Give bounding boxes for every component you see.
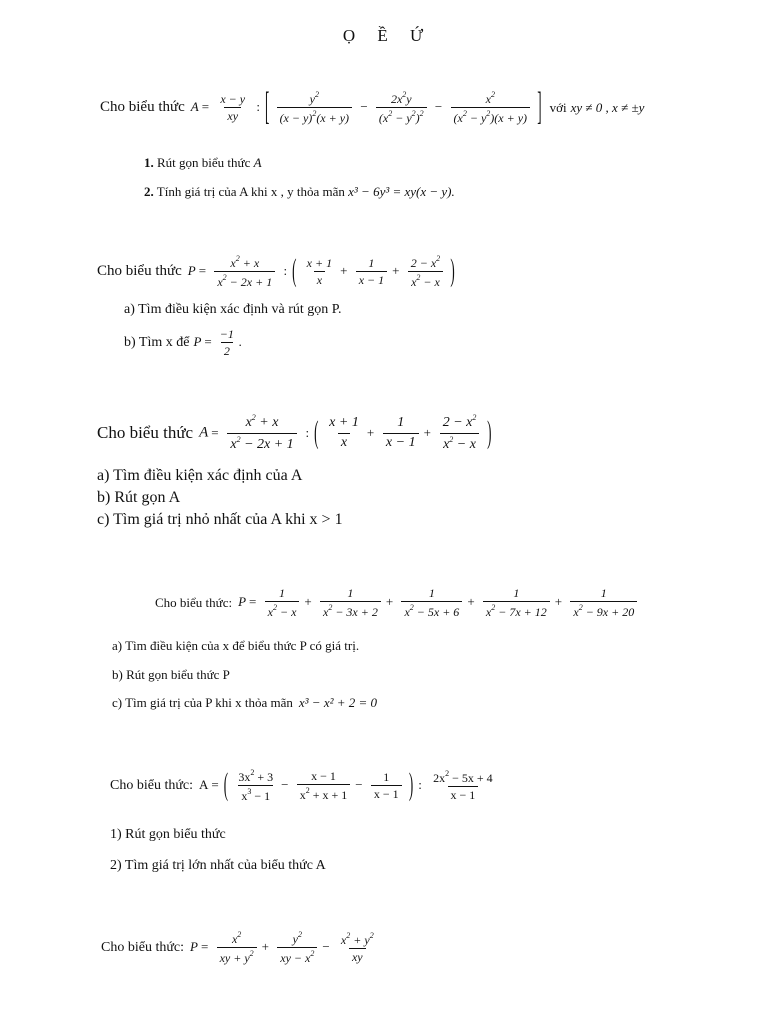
page-title: Ọ Ề Ứ [342,26,426,45]
exercise-2-item-a: a) Tìm điều kiện xác định và rút gọn P. [124,302,342,317]
exercise-4-item-c: c) Tìm giá trị của P khi x thỏa mãn x³ − x² + 2 = 0 [112,695,378,710]
exercise-4-item-a: a) Tìm điều kiện của x để biểu thức P có giá trị. [112,638,360,653]
formula-a: A = ( $\frac{3x^2 + 3}{x^3 - 1}$ − $\frac{x - 1}{x^2 + x + 1}$ − $\frac{1}{x - 1}$ ) : $\frac{2x^2 - 5x + 4}{x - 1}$ [199,765,493,804]
exercise-4-lead: Cho biểu thức: [155,594,233,610]
exercise-5-lead: Cho biểu thức: [110,777,194,793]
formula-p: P = $\frac{x^2 + x}{x^2 - 2x + 1}$ : ( $\frac{x + 1}{x}$ + $\frac{1}{x - 1}$ + $\frac{2 - x^2}{x^2 - x}$ ) [187,251,455,290]
exercise-2-item-b: b) Tìm x để P = $\frac{-1}{2}$ . [124,327,243,359]
exercise-5-item-2: 2) Tìm giá trị lớn nhất của biểu thức A [110,858,326,873]
exercise-6-formula [101,930,379,966]
exercise-1-condition: với [549,99,567,115]
exercise-1-formula [100,82,645,128]
exercise-3-item-b: b) Rút gọn A [97,489,181,506]
exercise-5-item-1: 1) Rút gọn biểu thức [110,827,226,842]
exercise-3-item-c: c) Tìm giá trị nhỏ nhất của A khi x > 1 [97,511,343,528]
exercise-1-lead: Cho biểu thức [100,99,185,116]
formula-p: P = $\frac{x^2}{xy + y^2}$ + $\frac{y^2}{xy - x^2}$ − $\frac{x^2 + y^2}{xy}$ [190,930,374,966]
formula-a: A = $\frac{x - y}{xy}$ : [ $\frac{y^2}{(x - y)^2(x + y)}$ − $\frac{2x^2y}{(x^2 - y^2)^2}$ − $\frac{x^2}{(x^2 - y^2)(x + y)}$ ] [190,82,542,128]
exercise-2-formula [97,251,457,290]
exercise-3-formula [97,413,493,454]
exercise-2-lead: Cho biểu thức [97,263,182,280]
exercise-5-formula [110,765,498,804]
formula-a: A = $\frac{x^2 + x}{x^2 - 2x + 1}$ : ( $\frac{x + 1}{x}$ + $\frac{1}{x - 1}$ + $\frac{2 - x^2}{x^2 - x}$ ) [199,413,492,452]
exercise-1-item-2: 2. Tính giá trị của A khi x , y thỏa mãn x³ − 6y³ = xy(x − y). [144,184,455,199]
exercise-1-item-1: 1. Rút gọn biểu thức A [144,155,262,170]
exercise-6-lead: Cho biểu thức: [101,939,185,955]
exercise-4-item-b: b) Rút gọn biểu thức P [112,667,230,682]
exercise-3-item-a: a) Tìm điều kiện xác định của A [97,467,303,484]
exercise-3-lead: Cho biểu thức [97,423,194,443]
exercise-1-condition-math: xy ≠ 0 , x ≠ ±y [570,99,645,115]
formula-p: P = $\frac{1}{x^2 - x}$ + $\frac{1}{x^2 - 3x + 2}$ + $\frac{1}{x^2 - 5x + 6}$ + $\frac{1}{x^2 - 7x + 12}$ + $\frac{1}{x^2 - 9x + 20}$ [238,586,639,620]
exercise-4-formula [155,586,639,620]
